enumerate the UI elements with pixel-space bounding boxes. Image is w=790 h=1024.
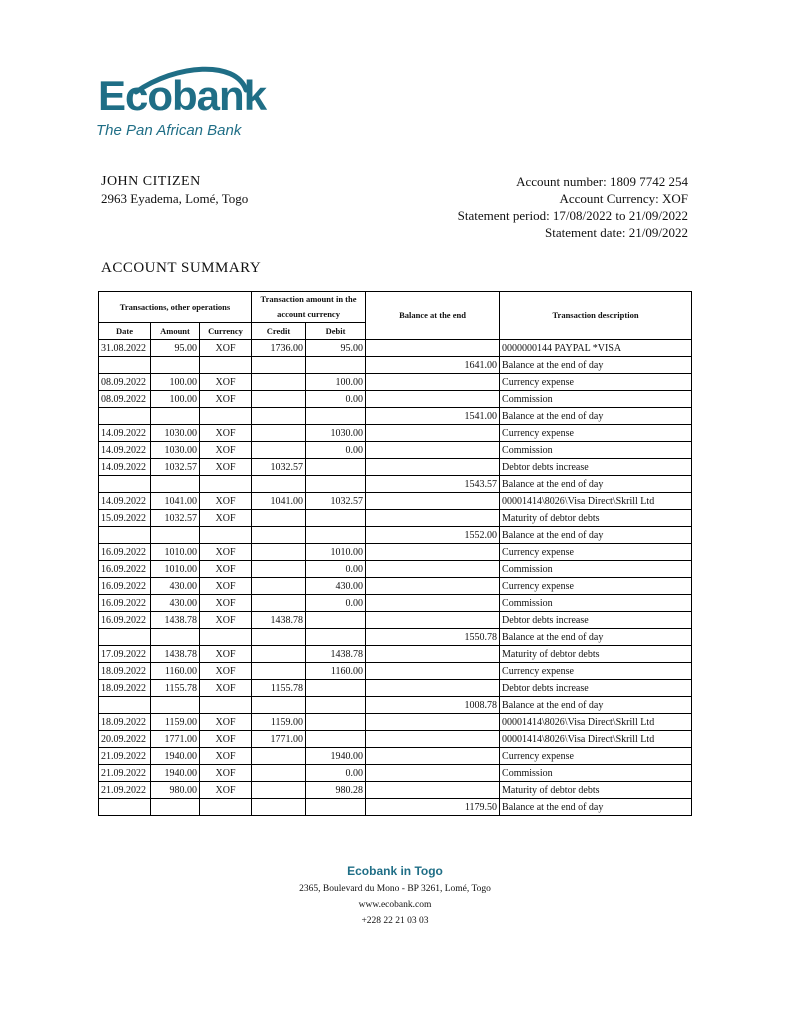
cell-date: [99, 629, 151, 646]
cell-date: 21.09.2022: [99, 782, 151, 799]
cell-credit: 1032.57: [252, 459, 306, 476]
cell-credit: [252, 697, 306, 714]
cell-desc: 0000000144 PAYPAL *VISA: [500, 340, 692, 357]
cell-currency: XOF: [200, 595, 252, 612]
cell-desc: Debtor debts increase: [500, 612, 692, 629]
cell-debit: [306, 799, 366, 816]
cell-date: 15.09.2022: [99, 510, 151, 527]
header-tx-amount: Transaction amount in the account currency: [252, 292, 366, 323]
table-row: [99, 714, 692, 731]
table-row: [99, 629, 692, 646]
cell-date: 16.09.2022: [99, 544, 151, 561]
cell-debit: 1438.78: [306, 646, 366, 663]
cell-credit: [252, 765, 306, 782]
cell-date: 18.09.2022: [99, 680, 151, 697]
cell-currency: [200, 799, 252, 816]
cell-desc: Currency expense: [500, 748, 692, 765]
table-row: [99, 357, 692, 374]
section-title: ACCOUNT SUMMARY: [101, 260, 262, 276]
cell-debit: [306, 510, 366, 527]
customer-name: JOHN CITIZEN: [101, 174, 201, 189]
cell-credit: [252, 578, 306, 595]
table-row: [99, 459, 692, 476]
cell-debit: 0.00: [306, 442, 366, 459]
cell-amount: 1438.78: [151, 646, 200, 663]
cell-balance: [366, 680, 500, 697]
cell-debit: 1032.57: [306, 493, 366, 510]
cell-debit: [306, 527, 366, 544]
cell-currency: XOF: [200, 493, 252, 510]
cell-balance: [366, 544, 500, 561]
cell-amount: 1940.00: [151, 748, 200, 765]
cell-desc: Commission: [500, 765, 692, 782]
cell-desc: 00001414\8026\Visa Direct\Skrill Ltd: [500, 731, 692, 748]
cell-credit: [252, 391, 306, 408]
cell-amount: 1160.00: [151, 663, 200, 680]
customer-info: [101, 173, 248, 207]
cell-date: 08.09.2022: [99, 374, 151, 391]
cell-balance: [366, 612, 500, 629]
table-row: [99, 799, 692, 816]
cell-desc: Commission: [500, 561, 692, 578]
table-row: [99, 408, 692, 425]
cell-amount: 1030.00: [151, 442, 200, 459]
cell-date: 14.09.2022: [99, 442, 151, 459]
cell-credit: [252, 595, 306, 612]
cell-balance: 1179.50: [366, 799, 500, 816]
table-row: [99, 748, 692, 765]
cell-debit: [306, 357, 366, 374]
cell-currency: XOF: [200, 459, 252, 476]
cell-date: 16.09.2022: [99, 612, 151, 629]
cell-desc: Balance at the end of day: [500, 357, 692, 374]
header-transactions: Transactions, other operations: [99, 292, 252, 323]
footer-website[interactable]: www.ecobank.com: [358, 900, 432, 910]
cell-date: 18.09.2022: [99, 714, 151, 731]
cell-amount: [151, 357, 200, 374]
cell-desc: 00001414\8026\Visa Direct\Skrill Ltd: [500, 493, 692, 510]
cell-desc: Maturity of debtor debts: [500, 782, 692, 799]
cell-credit: 1159.00: [252, 714, 306, 731]
cell-amount: [151, 527, 200, 544]
cell-date: 31.08.2022: [99, 340, 151, 357]
cell-date: 16.09.2022: [99, 595, 151, 612]
cell-amount: 1940.00: [151, 765, 200, 782]
statement-date: Statement date: 21/09/2022: [545, 225, 688, 240]
table-row: [99, 612, 692, 629]
footer-bank-name: Ecobank in Togo: [347, 864, 443, 878]
cell-credit: [252, 782, 306, 799]
cell-debit: 1030.00: [306, 425, 366, 442]
cell-desc: Balance at the end of day: [500, 629, 692, 646]
table-row: [99, 442, 692, 459]
cell-credit: 1736.00: [252, 340, 306, 357]
cell-desc: Currency expense: [500, 663, 692, 680]
cell-balance: [366, 748, 500, 765]
logo-tagline: The Pan African Bank: [96, 122, 242, 139]
cell-credit: 1041.00: [252, 493, 306, 510]
cell-amount: 430.00: [151, 595, 200, 612]
cell-debit: [306, 680, 366, 697]
table-row: [99, 663, 692, 680]
cell-currency: XOF: [200, 680, 252, 697]
cell-debit: 1010.00: [306, 544, 366, 561]
cell-amount: 1010.00: [151, 561, 200, 578]
logo-wordmark: Ecobank: [98, 72, 267, 119]
statement-rows: [99, 340, 692, 816]
footer-phone: +228 22 21 03 03: [361, 916, 429, 926]
cell-date: 21.09.2022: [99, 765, 151, 782]
ecobank-logo: [96, 62, 266, 142]
table-row: [99, 493, 692, 510]
header-amount: Amount: [151, 323, 200, 340]
table-row: [99, 510, 692, 527]
cell-debit: 0.00: [306, 765, 366, 782]
cell-desc: Balance at the end of day: [500, 799, 692, 816]
cell-date: [99, 527, 151, 544]
cell-currency: XOF: [200, 612, 252, 629]
cell-date: 20.09.2022: [99, 731, 151, 748]
cell-amount: 1159.00: [151, 714, 200, 731]
cell-balance: [366, 425, 500, 442]
footer: [0, 863, 790, 929]
cell-desc: Currency expense: [500, 425, 692, 442]
cell-currency: XOF: [200, 510, 252, 527]
cell-balance: [366, 646, 500, 663]
cell-balance: 1641.00: [366, 357, 500, 374]
cell-desc: Debtor debts increase: [500, 459, 692, 476]
cell-balance: [366, 782, 500, 799]
cell-amount: 1155.78: [151, 680, 200, 697]
cell-debit: 0.00: [306, 391, 366, 408]
cell-debit: 980.28: [306, 782, 366, 799]
cell-currency: XOF: [200, 425, 252, 442]
cell-credit: [252, 357, 306, 374]
cell-date: 16.09.2022: [99, 578, 151, 595]
cell-balance: [366, 510, 500, 527]
cell-balance: [366, 340, 500, 357]
statement-table: [98, 291, 692, 816]
cell-credit: [252, 544, 306, 561]
cell-amount: 1032.57: [151, 459, 200, 476]
cell-credit: [252, 748, 306, 765]
cell-balance: 1552.00: [366, 527, 500, 544]
cell-currency: [200, 357, 252, 374]
cell-credit: 1438.78: [252, 612, 306, 629]
cell-credit: [252, 629, 306, 646]
table-row: [99, 544, 692, 561]
cell-debit: 100.00: [306, 374, 366, 391]
cell-desc: Debtor debts increase: [500, 680, 692, 697]
cell-balance: [366, 595, 500, 612]
header-debit: Debit: [306, 323, 366, 340]
cell-credit: [252, 527, 306, 544]
cell-date: [99, 799, 151, 816]
cell-debit: 430.00: [306, 578, 366, 595]
cell-debit: [306, 697, 366, 714]
cell-currency: [200, 408, 252, 425]
table-row: [99, 391, 692, 408]
cell-currency: XOF: [200, 782, 252, 799]
cell-balance: 1550.78: [366, 629, 500, 646]
cell-debit: 0.00: [306, 561, 366, 578]
cell-credit: [252, 374, 306, 391]
table-row: [99, 425, 692, 442]
cell-amount: 1032.57: [151, 510, 200, 527]
cell-debit: [306, 629, 366, 646]
cell-amount: 1010.00: [151, 544, 200, 561]
statement-period: Statement period: 17/08/2022 to 21/09/2022: [457, 208, 688, 223]
account-currency: Account Currency: XOF: [559, 191, 688, 206]
cell-date: [99, 697, 151, 714]
cell-desc: Maturity of debtor debts: [500, 646, 692, 663]
cell-date: 17.09.2022: [99, 646, 151, 663]
cell-desc: 00001414\8026\Visa Direct\Skrill Ltd: [500, 714, 692, 731]
cell-desc: Commission: [500, 442, 692, 459]
cell-amount: [151, 697, 200, 714]
cell-amount: 95.00: [151, 340, 200, 357]
cell-currency: XOF: [200, 578, 252, 595]
cell-amount: 1771.00: [151, 731, 200, 748]
cell-debit: 95.00: [306, 340, 366, 357]
cell-balance: [366, 459, 500, 476]
cell-currency: [200, 527, 252, 544]
cell-desc: Balance at the end of day: [500, 408, 692, 425]
cell-balance: [366, 391, 500, 408]
cell-amount: 100.00: [151, 374, 200, 391]
cell-amount: 1438.78: [151, 612, 200, 629]
cell-balance: 1008.78: [366, 697, 500, 714]
cell-amount: [151, 799, 200, 816]
table-row: [99, 595, 692, 612]
cell-credit: [252, 510, 306, 527]
cell-currency: XOF: [200, 765, 252, 782]
table-row: [99, 578, 692, 595]
cell-balance: [366, 663, 500, 680]
cell-currency: [200, 629, 252, 646]
cell-credit: [252, 561, 306, 578]
account-number: Account number: 1809 7742 254: [516, 174, 688, 189]
table-row: [99, 476, 692, 493]
cell-currency: XOF: [200, 374, 252, 391]
cell-desc: Balance at the end of day: [500, 527, 692, 544]
cell-currency: XOF: [200, 561, 252, 578]
cell-debit: [306, 612, 366, 629]
cell-credit: 1155.78: [252, 680, 306, 697]
cell-amount: [151, 408, 200, 425]
cell-currency: XOF: [200, 544, 252, 561]
cell-desc: Balance at the end of day: [500, 476, 692, 493]
table-row: [99, 782, 692, 799]
cell-amount: 1041.00: [151, 493, 200, 510]
cell-amount: 100.00: [151, 391, 200, 408]
cell-desc: Commission: [500, 595, 692, 612]
cell-currency: XOF: [200, 340, 252, 357]
table-row: [99, 697, 692, 714]
table-row: [99, 731, 692, 748]
cell-debit: [306, 714, 366, 731]
cell-currency: XOF: [200, 731, 252, 748]
cell-date: 14.09.2022: [99, 459, 151, 476]
cell-debit: 1940.00: [306, 748, 366, 765]
cell-balance: [366, 714, 500, 731]
cell-currency: XOF: [200, 663, 252, 680]
header-description: Transaction description: [500, 292, 692, 340]
table-row: [99, 646, 692, 663]
cell-debit: [306, 476, 366, 493]
cell-debit: [306, 459, 366, 476]
cell-credit: [252, 408, 306, 425]
cell-balance: [366, 561, 500, 578]
cell-credit: [252, 442, 306, 459]
cell-balance: [366, 731, 500, 748]
cell-credit: [252, 646, 306, 663]
header-balance: Balance at the end: [366, 292, 500, 340]
cell-date: 14.09.2022: [99, 493, 151, 510]
cell-balance: [366, 765, 500, 782]
cell-desc: Balance at the end of day: [500, 697, 692, 714]
cell-currency: XOF: [200, 646, 252, 663]
account-info: [458, 173, 688, 241]
table-row: [99, 340, 692, 357]
cell-date: 18.09.2022: [99, 663, 151, 680]
cell-balance: [366, 374, 500, 391]
cell-credit: [252, 663, 306, 680]
table-row: [99, 527, 692, 544]
cell-desc: Maturity of debtor debts: [500, 510, 692, 527]
cell-debit: 1160.00: [306, 663, 366, 680]
cell-currency: XOF: [200, 391, 252, 408]
cell-date: [99, 408, 151, 425]
cell-credit: [252, 799, 306, 816]
cell-date: 08.09.2022: [99, 391, 151, 408]
table-row: [99, 680, 692, 697]
footer-address: 2365, Boulevard du Mono - BP 3261, Lomé, Togo: [299, 884, 491, 894]
header-date: Date: [99, 323, 151, 340]
cell-currency: [200, 476, 252, 493]
cell-debit: 0.00: [306, 595, 366, 612]
cell-date: [99, 476, 151, 493]
cell-credit: [252, 476, 306, 493]
cell-desc: Currency expense: [500, 578, 692, 595]
cell-balance: [366, 578, 500, 595]
customer-address: 2963 Eyadema, Lomé, Togo: [101, 191, 249, 206]
cell-date: 16.09.2022: [99, 561, 151, 578]
cell-desc: Currency expense: [500, 374, 692, 391]
cell-balance: [366, 442, 500, 459]
cell-date: 21.09.2022: [99, 748, 151, 765]
cell-currency: XOF: [200, 714, 252, 731]
cell-amount: [151, 476, 200, 493]
cell-balance: [366, 493, 500, 510]
table-row: [99, 765, 692, 782]
cell-credit: [252, 425, 306, 442]
cell-desc: Commission: [500, 391, 692, 408]
table-row: [99, 374, 692, 391]
cell-currency: XOF: [200, 442, 252, 459]
cell-amount: 1030.00: [151, 425, 200, 442]
header-currency: Currency: [200, 323, 252, 340]
cell-desc: Currency expense: [500, 544, 692, 561]
cell-balance: 1541.00: [366, 408, 500, 425]
cell-date: 14.09.2022: [99, 425, 151, 442]
cell-debit: [306, 408, 366, 425]
header-credit: Credit: [252, 323, 306, 340]
cell-amount: 980.00: [151, 782, 200, 799]
cell-currency: XOF: [200, 748, 252, 765]
cell-currency: [200, 697, 252, 714]
cell-debit: [306, 731, 366, 748]
cell-date: [99, 357, 151, 374]
cell-balance: 1543.57: [366, 476, 500, 493]
cell-amount: [151, 629, 200, 646]
cell-credit: 1771.00: [252, 731, 306, 748]
table-row: [99, 561, 692, 578]
cell-amount: 430.00: [151, 578, 200, 595]
